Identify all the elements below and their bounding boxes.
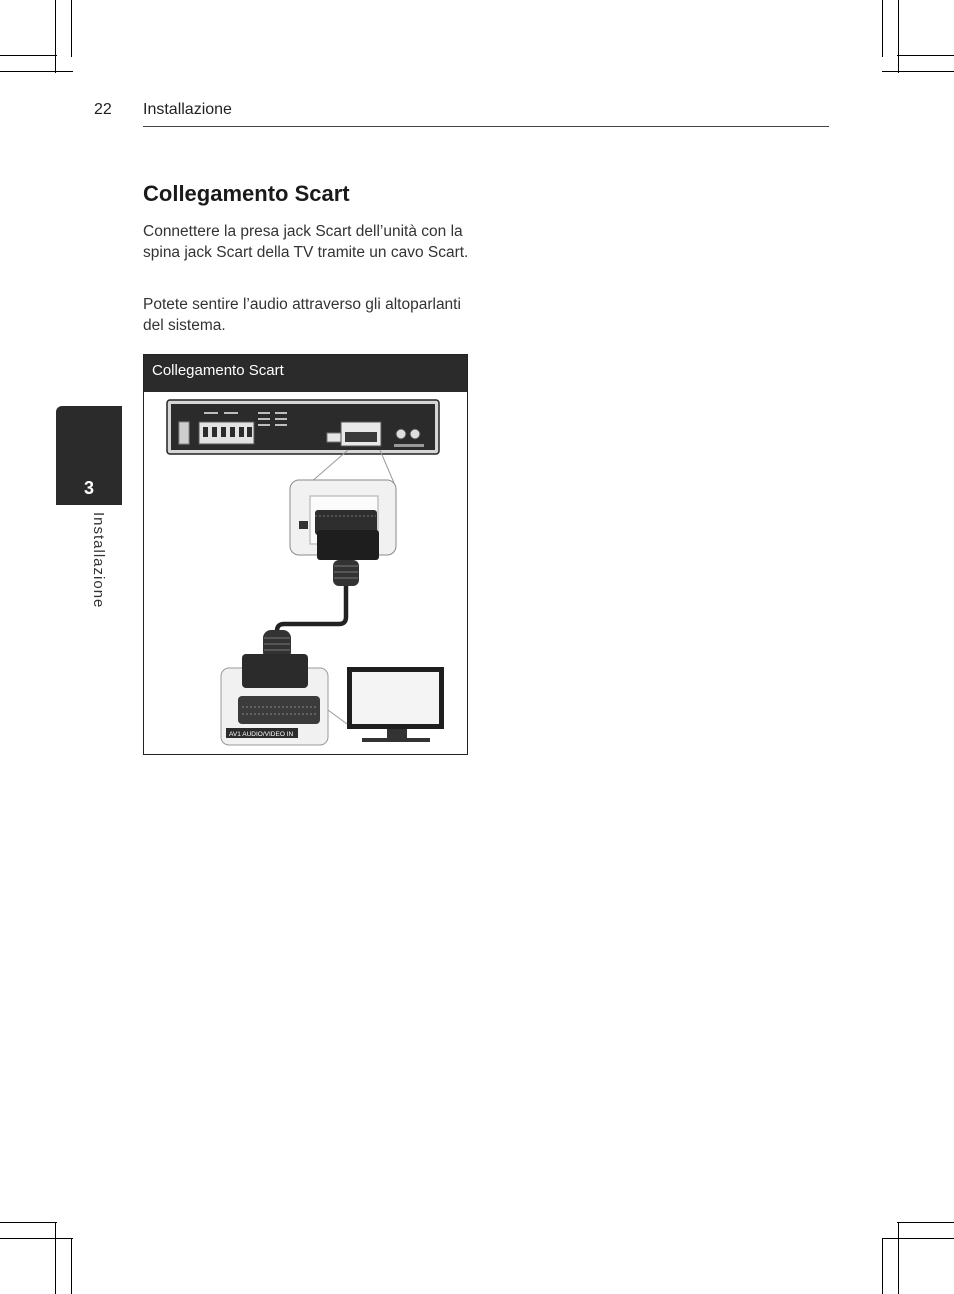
page-number: 22 bbox=[94, 101, 112, 118]
tv-jack-label: AV1 AUDIO/VIDEO IN bbox=[229, 731, 294, 738]
crop-mark bbox=[0, 71, 73, 72]
crop-mark bbox=[897, 55, 954, 56]
chapter-number: 3 bbox=[83, 478, 94, 498]
crop-mark bbox=[55, 1222, 56, 1294]
crop-mark bbox=[898, 1222, 899, 1294]
crop-mark bbox=[882, 1238, 883, 1294]
scart-connection-illustration bbox=[144, 392, 467, 754]
crop-mark bbox=[882, 1238, 954, 1239]
chapter-label: Installazione bbox=[90, 512, 107, 609]
crop-mark bbox=[55, 0, 56, 73]
scart-cable bbox=[263, 560, 359, 660]
crop-mark bbox=[882, 71, 954, 72]
tv-scart-jack bbox=[221, 654, 328, 745]
crop-mark bbox=[0, 55, 57, 56]
figure-title: Collegamento Scart bbox=[144, 355, 467, 392]
scart-jack-callout bbox=[290, 480, 396, 560]
receiver-back-panel bbox=[167, 400, 439, 454]
body-paragraph: Potete sentire l’audio attraverso gli altoparlanti del sistema. bbox=[143, 296, 461, 334]
body-paragraph: Connettere la presa jack Scart dell’unità con la spina jack Scart della TV tramite un cavo Scart. bbox=[143, 223, 469, 261]
crop-mark bbox=[897, 1222, 954, 1223]
header-rule bbox=[143, 126, 829, 127]
tv-set bbox=[328, 667, 444, 742]
crop-mark bbox=[898, 0, 899, 73]
section-title: Collegamento Scart bbox=[143, 181, 350, 206]
chapter-tab bbox=[56, 406, 122, 505]
connection-figure bbox=[143, 354, 468, 755]
crop-mark bbox=[71, 0, 72, 57]
crop-mark bbox=[882, 0, 883, 57]
running-head: Installazione bbox=[143, 101, 232, 118]
crop-mark bbox=[0, 1238, 73, 1239]
crop-mark bbox=[0, 1222, 57, 1223]
crop-mark bbox=[71, 1238, 72, 1294]
